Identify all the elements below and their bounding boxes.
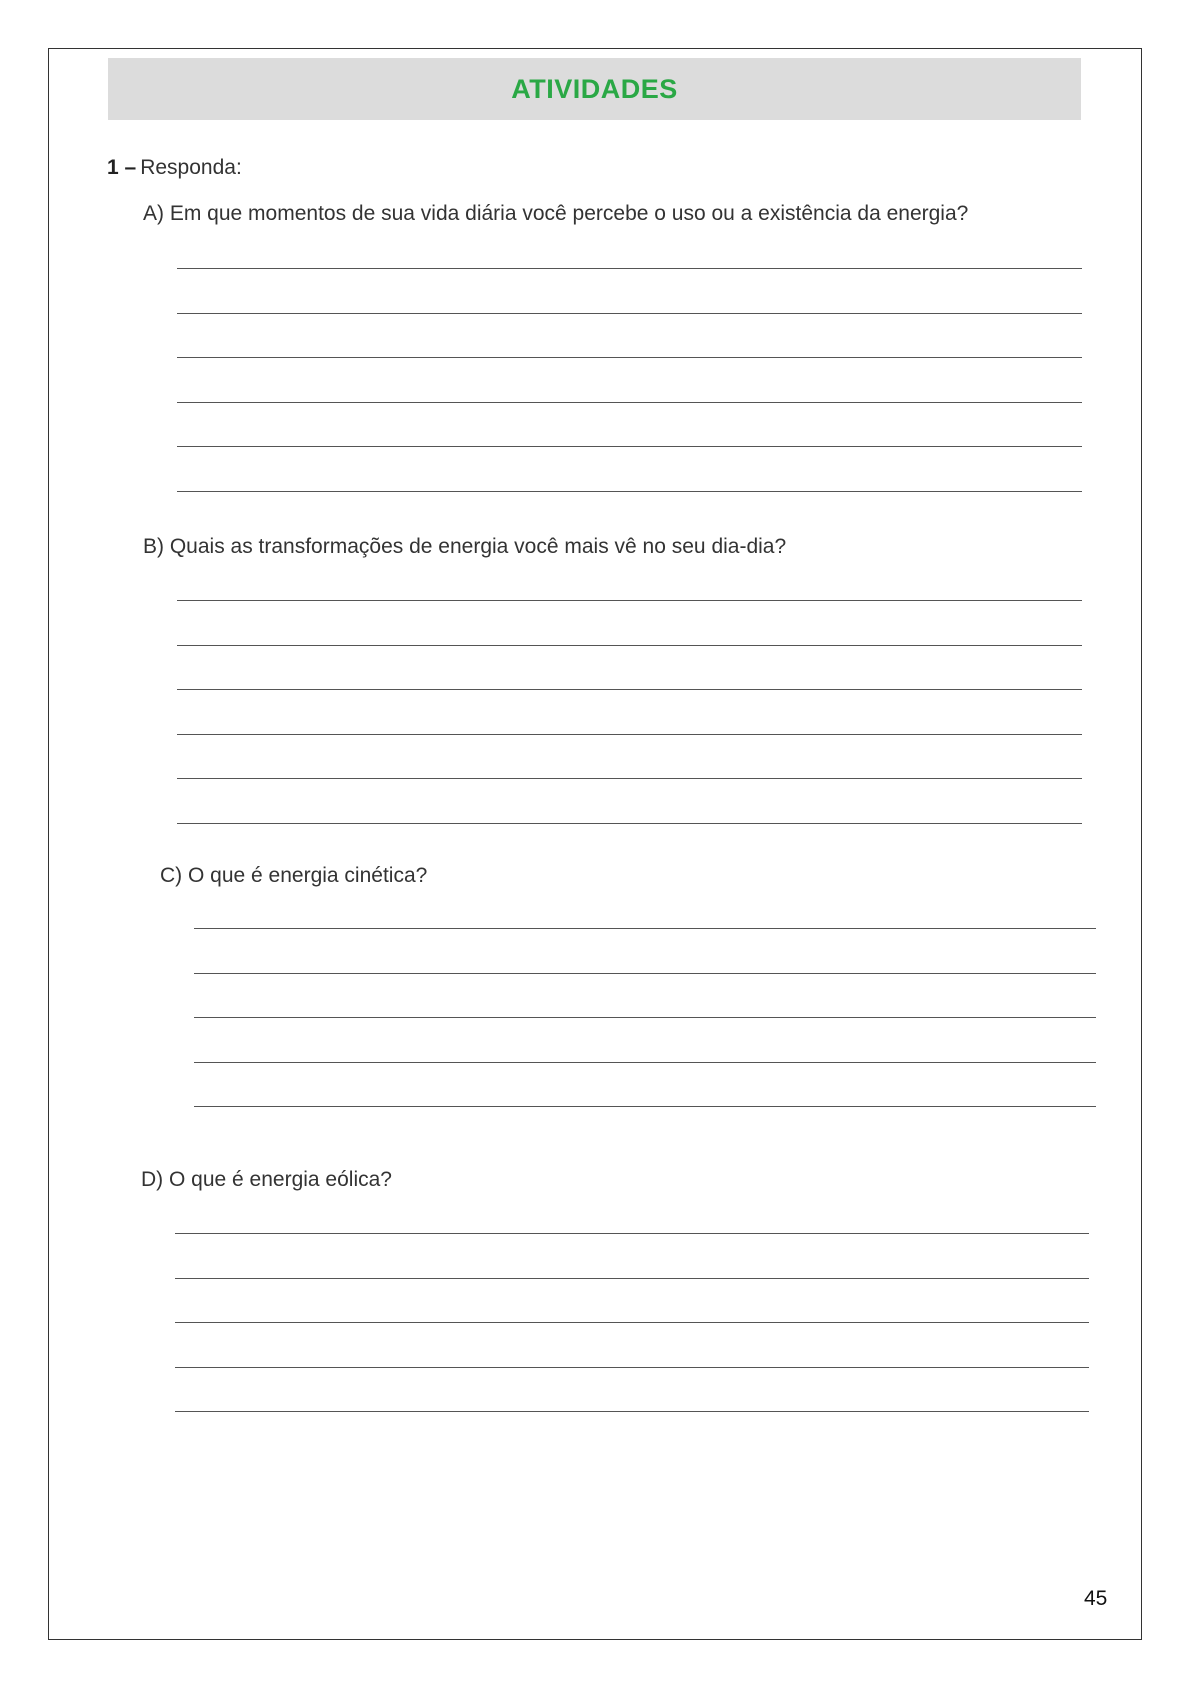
answer-line-a-4[interactable] — [177, 402, 1082, 403]
question-label: Responda: — [140, 156, 242, 179]
answer-line-d-5[interactable] — [175, 1411, 1089, 1412]
answer-line-b-5[interactable] — [177, 778, 1082, 779]
page-title: ATIVIDADES — [511, 73, 678, 104]
answer-line-b-3[interactable] — [177, 689, 1082, 690]
header-bar — [108, 58, 1081, 120]
sub-question-d: D) O que é energia eólica? — [141, 1168, 392, 1191]
page-frame — [48, 48, 1142, 1640]
answer-line-d-2[interactable] — [175, 1278, 1089, 1279]
answer-line-d-4[interactable] — [175, 1367, 1089, 1368]
answer-line-b-4[interactable] — [177, 734, 1082, 735]
page-number: 45 — [1084, 1587, 1108, 1610]
question-heading — [107, 156, 242, 180]
sub-question-b: B) Quais as transformações de energia você mais vê no seu dia-dia? — [143, 535, 787, 558]
answer-line-c-4[interactable] — [194, 1062, 1096, 1063]
answer-line-b-2[interactable] — [177, 645, 1082, 646]
answer-line-d-3[interactable] — [175, 1322, 1089, 1323]
answer-line-c-2[interactable] — [194, 973, 1096, 974]
answer-line-d-1[interactable] — [175, 1233, 1089, 1234]
answer-line-b-6[interactable] — [177, 823, 1082, 824]
answer-line-b-1[interactable] — [177, 600, 1082, 601]
answer-line-a-1[interactable] — [177, 268, 1082, 269]
sub-question-a: A) Em que momentos de sua vida diária você percebe o uso ou a existência da energia? — [143, 202, 969, 225]
sub-question-c: C) O que é energia cinética? — [160, 864, 428, 887]
answer-line-c-1[interactable] — [194, 928, 1096, 929]
answer-line-c-3[interactable] — [194, 1017, 1096, 1018]
answer-line-a-3[interactable] — [177, 357, 1082, 358]
answer-line-c-5[interactable] — [194, 1106, 1096, 1107]
answer-line-a-5[interactable] — [177, 446, 1082, 447]
question-number: 1 – — [107, 156, 137, 179]
answer-line-a-2[interactable] — [177, 313, 1082, 314]
answer-line-a-6[interactable] — [177, 491, 1082, 492]
